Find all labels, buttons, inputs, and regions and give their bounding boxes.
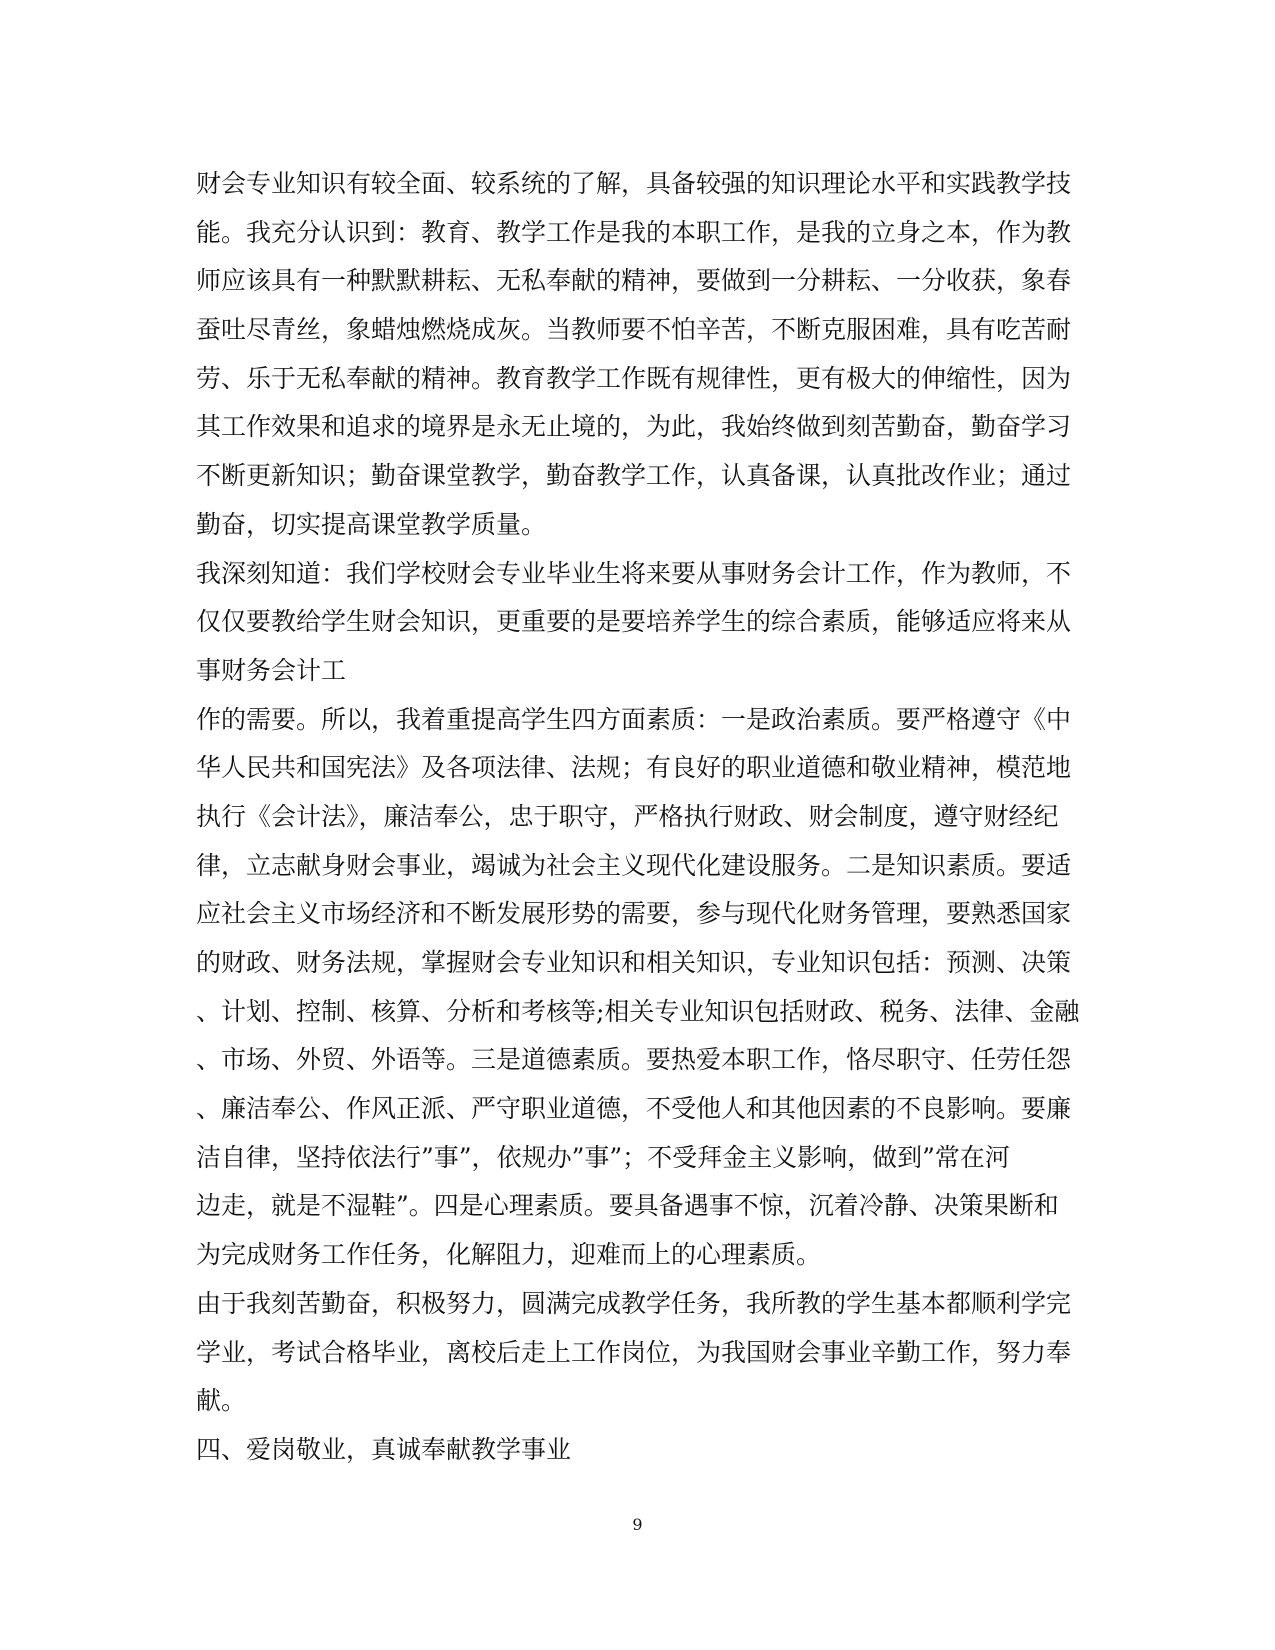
text-line: 劳、乐于无私奉献的精神。教育教学工作既有规律性，更有极大的伸缩性，因为	[196, 363, 1072, 393]
text-line: 为完成财务工作任务，化解阻力，迎难而上的心理素质。	[196, 1240, 822, 1270]
text-line: 献。	[196, 1386, 247, 1416]
text-line: 由于我刻苦勤奋，积极努力，圆满完成教学任务，我所教的学生基本都顺利学完	[196, 1288, 1072, 1318]
text-line: 不断更新知识；勤奋课堂教学，勤奋教学工作，认真备课，认真批改作业；通过	[196, 461, 1072, 491]
text-line: 能。我充分认识到：教育、教学工作是我的本职工作，是我的立身之本，作为教	[196, 217, 1072, 247]
text-line: 执行《会计法》，廉洁奉公，忠于职守，严格执行财政、财会制度，遵守财经纪	[196, 801, 1059, 831]
text-line: 财会专业知识有较全面、较系统的了解，具备较强的知识理论水平和实践教学技	[196, 169, 1072, 198]
text-line: 蚕吐尽青丝，象蜡烛燃烧成灰。当教师要不怕辛苦，不断克服困难，具有吃苦耐	[196, 315, 1072, 345]
text-line: 事财务会计工	[196, 655, 347, 685]
text-line: 学业，考试合格毕业，离校后走上工作岗位，为我国财会事业辛勤工作，努力奉	[196, 1337, 1072, 1367]
text-line: 仅仅要教给学生财会知识，更重要的是要培养学生的综合素质，能够适应将来从	[196, 607, 1072, 637]
text-line: 应社会主义市场经济和不断发展形势的需要，参与现代化财务管理，要熟悉国家	[196, 899, 1072, 929]
section-heading: 四、爱岗敬业，真诚奉献教学事业	[196, 1434, 572, 1464]
text-line: 师应该具有一种默默耕耘、无私奉献的精神，要做到一分耕耘、一分收获，象春	[196, 266, 1072, 296]
text-line: 、计划、控制、核算、分析和考核等;相关专业知识包括财政、税务、法律、金融	[196, 996, 1080, 1026]
text-line: 律，立志献身财会事业，竭诚为社会主义现代化建设服务。二是知识素质。要适	[196, 850, 1072, 880]
text-line: 其工作效果和追求的境界是永无止境的，为此，我始终做到刻苦勤奋，勤奋学习	[196, 412, 1072, 442]
text-line: 勤奋，切实提高课堂教学质量。	[196, 509, 547, 539]
page-number: 9	[632, 1515, 643, 1534]
text-line: 边走，就是不湿鞋”。四是心理素质。要具备遇事不惊，沉着冷静、决策果断和	[196, 1191, 1059, 1221]
text-line: 华人民共和国宪法》及各项法律、法规；有良好的职业道德和敬业精神，模范地	[196, 753, 1072, 783]
text-line: 、市场、外贸、外语等。三是道德素质。要热爱本职工作，恪尽职守、任劳任怨	[196, 1045, 1072, 1075]
text-line: 洁自律，坚持依法行”事”，依规办”事”；不受拜金主义影响，做到”常在河	[196, 1142, 1010, 1172]
text-line: 作的需要。所以，我着重提高学生四方面素质：一是政治素质。要严格遵守《中	[196, 704, 1072, 734]
text-line: 、廉洁奉公、作风正派、严守职业道德，不受他人和其他因素的不良影响。要廉	[196, 1094, 1072, 1124]
text-line: 的财政、财务法规，掌握财会专业知识和相关知识，专业知识包括：预测、决策	[196, 948, 1072, 977]
text-line: 我深刻知道：我们学校财会专业毕业生将来要从事财务会计工作，作为教师，不	[196, 558, 1072, 588]
body-text	[196, 160, 1080, 1475]
